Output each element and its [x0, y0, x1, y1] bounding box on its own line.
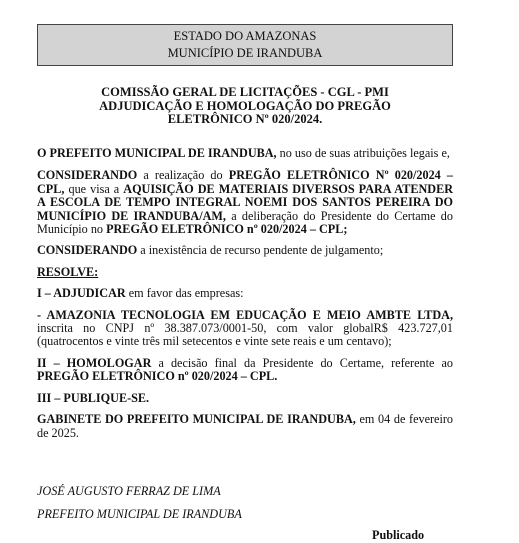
- adjudicate-text: em favor das empresas:: [125, 286, 244, 301]
- title-line-3: ELETRÔNICO Nº 020/2024.: [167, 112, 323, 126]
- acquisition-object: AQUISIÇÃO DE MATERIAIS DIVERSOS PARA ATENDER A ESCOLA DE TEMPO INTEGRAL NOEMI DOS SANTOS PEREIRA DO MUNICÍPIO DE IRANDUBA/AM,: [37, 181, 453, 223]
- header-box: [37, 24, 453, 66]
- adjudicate-label: I – ADJUDICAR: [37, 286, 126, 301]
- company-name: - AMAZONIA TECNOLOGIA EM EDUCAÇÃO E MEIO AMBTE LTDA,: [37, 307, 453, 322]
- title-line-1: COMISSÃO GERAL DE LICITAÇÕES - CGL - PMI: [101, 85, 389, 99]
- considering-text-3: a deliberação do Presidente do Certame do Município no: [37, 208, 453, 237]
- pregao-ref-3: PREGÃO ELETRÔNICO nº 020/2024 – CPL.: [37, 369, 278, 384]
- mayor-text: no uso de suas atribuições legais e,: [276, 146, 450, 160]
- resolve-heading: RESOLVE:: [37, 264, 99, 279]
- closing-label: GABINETE DO PREFEITO MUNICIPAL DE IRANDUBA,: [37, 412, 356, 427]
- paragraph-mayor: [37, 147, 453, 160]
- published-label: Publicado: [372, 528, 425, 542]
- paragraph-homologate: [37, 357, 453, 384]
- homologate-text: a decisão final da Presidente do Certame, referente ao: [151, 355, 454, 370]
- company-details: inscrita no CNPJ nº 38.387.073/0001-50, com valor globalR$ 423.727,01 (quatrocentos e vinte três mil setecentos e vinte sete reais e um centavo);: [37, 321, 453, 349]
- pregao-ref-1: PREGÃO ELETRÔNICO Nº 020/2024 – CPL,: [37, 168, 453, 196]
- closing-date: em 04 de fevereiro de 2025.: [37, 412, 453, 440]
- considering-text-4: a inexistência de recurso pendente de julgamento;: [137, 243, 384, 258]
- paragraph-company: [37, 309, 453, 349]
- pregao-ref-2: PREGÃO ELETRÔNICO nº 020/2024 – CPL;: [106, 222, 348, 237]
- document-title: [37, 86, 453, 127]
- homologate-label: II – HOMOLOGAR: [37, 355, 152, 370]
- paragraph-considering-1: [37, 169, 453, 236]
- paragraph-closing: [37, 413, 453, 440]
- signatory-role: PREFEITO MUNICIPAL DE IRANDUBA: [37, 507, 242, 521]
- document-body: [37, 147, 453, 448]
- considering-label-2: CONSIDERANDO: [37, 243, 138, 258]
- paragraph-adjudicate: [37, 287, 453, 300]
- considering-label-1: CONSIDERANDO: [37, 168, 138, 183]
- considering-text-1: a realização do: [137, 168, 229, 183]
- title-line-2: ADJUDICAÇÃO E HOMOLOGAÇÃO DO PREGÃO: [99, 98, 391, 113]
- considering-text-2: que visa a: [64, 181, 124, 196]
- mayor-label: O PREFEITO MUNICIPAL DE IRANDUBA,: [37, 146, 277, 160]
- paragraph-publish: III – PUBLIQUE-SE.: [37, 390, 150, 405]
- paragraph-considering-2: [37, 244, 453, 257]
- municipality-name: MUNICÍPIO DE IRANDUBA: [167, 46, 323, 60]
- state-name: ESTADO DO AMAZONAS: [173, 29, 317, 43]
- signatory-name: JOSÉ AUGUSTO FERRAZ DE LIMA: [37, 484, 221, 498]
